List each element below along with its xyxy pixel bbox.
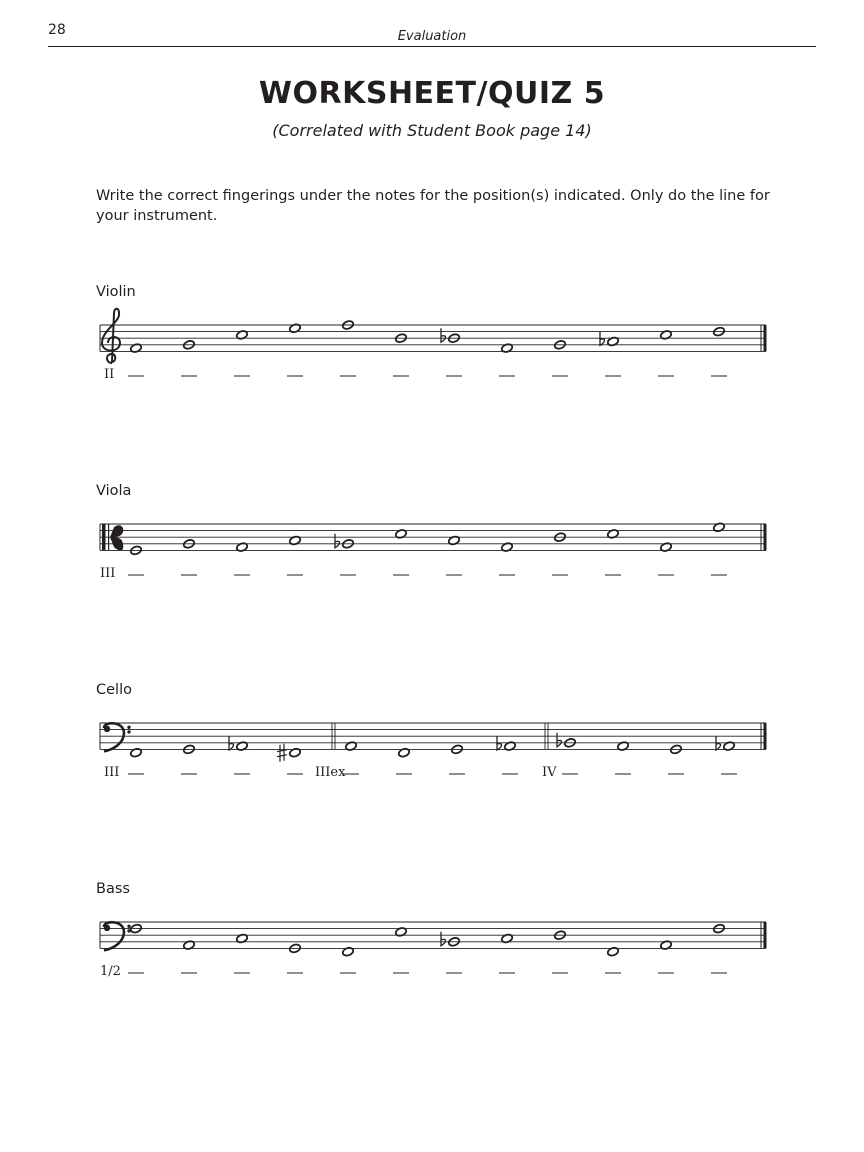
viola-staff — [90, 504, 780, 584]
final-barline — [764, 524, 767, 550]
header-rule — [48, 46, 816, 47]
cello-label: Cello — [96, 682, 132, 698]
violin-label: Violin — [96, 284, 136, 300]
instructions: Write the correct fingerings under the notes for the position(s) indicated. Only do the line for your instrument. — [96, 188, 770, 224]
bass-clef-icon — [127, 925, 130, 928]
final-barline — [764, 325, 767, 351]
position-label: III — [104, 765, 120, 780]
sharp-accidental — [277, 744, 287, 762]
alto-clef-icon — [102, 524, 106, 550]
position-label: IIIex — [315, 765, 346, 780]
page-number: 28 — [48, 22, 66, 38]
page-subtitle: (Correlated with Student Book page 14) — [272, 121, 592, 140]
alto-clef-icon — [108, 524, 109, 550]
treble-clef-icon — [102, 309, 120, 363]
viola-label: Viola — [96, 483, 132, 499]
flat-accidental — [335, 534, 340, 548]
final-barline — [764, 723, 767, 749]
bass-label: Bass — [96, 881, 130, 897]
alto-clef-icon — [110, 525, 123, 550]
flat-accidental — [441, 932, 446, 946]
bass-staff — [90, 902, 780, 982]
position-label: IV — [542, 765, 557, 780]
position-label: II — [104, 367, 115, 382]
bass-clef-icon — [127, 726, 130, 729]
flat-accidental — [557, 733, 562, 747]
page-title: WORKSHEET/QUIZ 5 — [258, 76, 606, 111]
position-label: III — [100, 566, 116, 581]
bass-clef-icon — [104, 726, 110, 732]
bass-clef-icon — [127, 730, 130, 733]
cello-staff — [90, 703, 780, 783]
position-label: 1/2 — [100, 964, 121, 979]
final-barline — [764, 922, 767, 948]
running-head: Evaluation — [397, 29, 467, 44]
bass-clef-icon — [104, 925, 110, 931]
violin-staff — [90, 305, 780, 385]
flat-accidental — [441, 328, 446, 342]
